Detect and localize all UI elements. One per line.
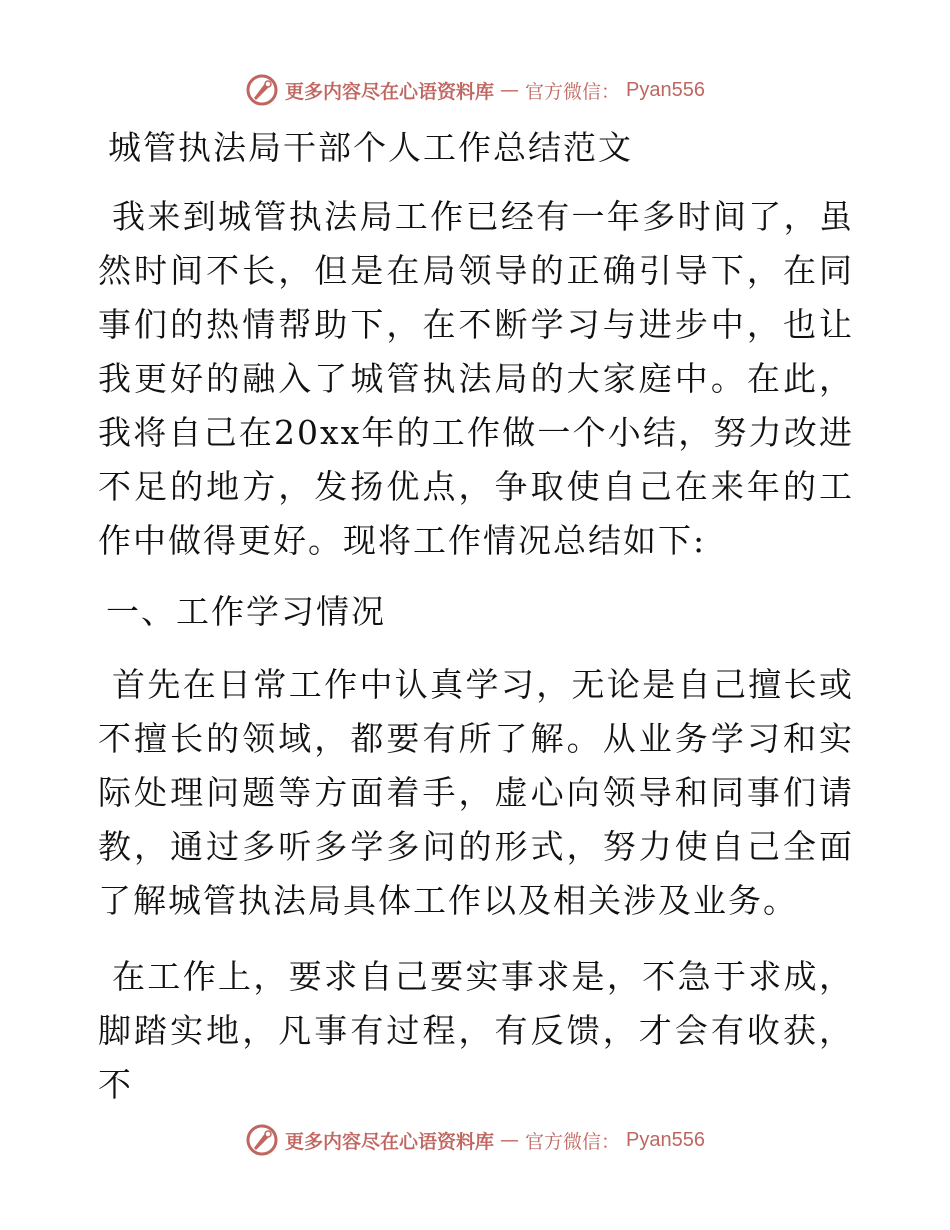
watermark-dash: — — [500, 79, 520, 101]
watermark-text: 更多内容尽在心语资料库 — [285, 80, 495, 103]
document-body — [98, 124, 854, 1112]
section-paragraph-2: 在工作上，要求自己要实事求是，不急于求成，脚踏实地，凡事有过程，有反馈，才会有收获，不 — [98, 957, 854, 1104]
pen-nib-icon — [245, 1123, 279, 1157]
watermark-text: 更多内容尽在心语资料库 — [285, 1130, 495, 1153]
section-paragraph-1: 首先在日常工作中认真学习，无论是自己擅长或不擅长的领域，都要有所了解。从业务学习和实际处理问题等方面着手，虚心向领导和同事们请教，通过多听多学多问的形式，努力使自己全面了解城管执法局具体工作以及相关涉及业务。 — [98, 665, 854, 920]
section-heading: 一、工作学习情况 — [106, 592, 386, 631]
pen-nib-icon — [245, 73, 279, 107]
watermark-official-label: 官方微信： — [525, 1130, 621, 1153]
watermark-banner-top — [0, 70, 950, 110]
document-title: 城管执法局干部个人工作总结范文 — [108, 128, 633, 167]
watermark-dash: — — [500, 1129, 520, 1151]
watermark-wechat-id: Pyan556 — [626, 78, 705, 101]
watermark-official-label: 官方微信： — [525, 80, 621, 103]
watermark-banner-bottom — [0, 1120, 950, 1160]
watermark-wechat-id: Pyan556 — [626, 1128, 705, 1151]
intro-paragraph: 我来到城管执法局工作已经有一年多时间了，虽然时间不长，但是在局领导的正确引导下，在同事们的热情帮助下，在不断学习与进步中，也让我更好的融入了城管执法局的大家庭中。在此，我将自己在20xx年的工作做一个小结，努力改进不足的地方，发扬优点，争取使自己在来年的工作中做得更好。现将工作情况总结如下: — [98, 197, 854, 560]
